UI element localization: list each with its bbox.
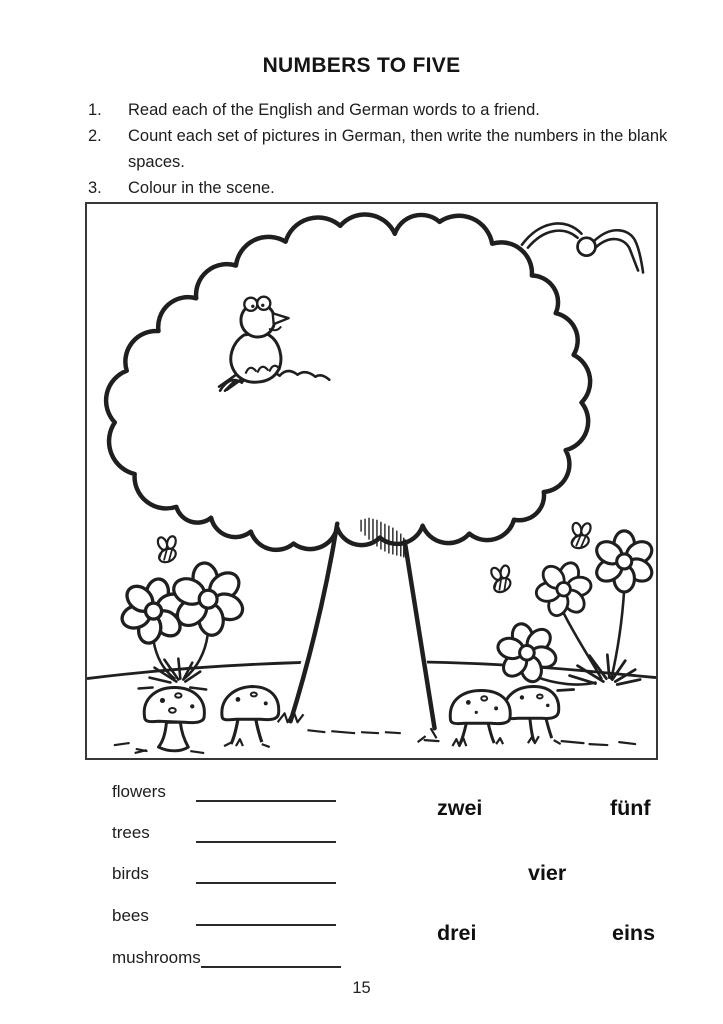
german-word-drei: drei bbox=[437, 921, 477, 945]
word-label-flowers: flowers bbox=[112, 782, 166, 801]
word-label-bees: bees bbox=[112, 906, 149, 925]
answer-blank-flowers[interactable] bbox=[196, 781, 336, 802]
mushroom-illustration-4 bbox=[504, 687, 561, 745]
flower-illustration-5 bbox=[490, 616, 565, 689]
tree-trunk bbox=[278, 518, 441, 742]
answer-row-flowers bbox=[112, 781, 336, 802]
word-label-birds: birds bbox=[112, 864, 149, 883]
answer-blank-bees[interactable] bbox=[196, 905, 336, 926]
answer-blank-birds[interactable] bbox=[196, 863, 336, 884]
answer-blank-mushrooms[interactable] bbox=[201, 947, 341, 968]
german-word-eins: eins bbox=[612, 921, 656, 945]
instruction-number: 1. bbox=[88, 101, 102, 119]
instruction-text: Read each of the English and German words to a friend. bbox=[128, 101, 540, 119]
mushroom-illustration-2 bbox=[222, 687, 279, 748]
answer-blank-trees[interactable] bbox=[196, 822, 336, 843]
instruction-item-1 bbox=[88, 97, 673, 123]
page-number: 15 bbox=[352, 979, 371, 997]
german-word-zwei: zwei bbox=[437, 796, 483, 820]
flying-bird-illustration bbox=[522, 223, 643, 272]
instruction-number: 2. bbox=[88, 127, 102, 145]
scene-illustration bbox=[85, 202, 658, 760]
instruction-text: Colour in the scene. bbox=[128, 179, 275, 197]
grass-tuft-left bbox=[139, 659, 207, 690]
instruction-number: 3. bbox=[88, 179, 102, 197]
bee-illustration-3 bbox=[489, 564, 514, 596]
german-word-funf: fünf bbox=[610, 796, 651, 820]
word-label-mushrooms: mushrooms bbox=[112, 948, 201, 967]
tree-canopy bbox=[106, 215, 590, 550]
instruction-list bbox=[88, 97, 673, 201]
instruction-text: Count each set of pictures in German, then write the numbers in the blank spaces. bbox=[128, 127, 668, 171]
answer-row-mushrooms bbox=[112, 947, 341, 968]
instruction-item-3 bbox=[88, 175, 673, 201]
answer-row-bees bbox=[112, 905, 336, 926]
flower-illustration-4 bbox=[593, 531, 656, 592]
answer-row-trees bbox=[112, 822, 336, 843]
mushroom-illustration-1 bbox=[135, 688, 205, 754]
german-word-vier: vier bbox=[528, 861, 567, 885]
page-title: NUMBERS TO FIVE bbox=[262, 54, 461, 77]
answer-row-birds bbox=[112, 863, 336, 884]
bee-illustration-1 bbox=[156, 535, 178, 565]
flower-illustration-3 bbox=[527, 553, 600, 624]
scene-svg bbox=[87, 204, 656, 758]
bee-illustration-2 bbox=[568, 520, 594, 552]
mushroom-illustration-3 bbox=[450, 690, 510, 746]
word-label-trees: trees bbox=[112, 823, 150, 842]
instruction-item-2 bbox=[88, 123, 673, 175]
